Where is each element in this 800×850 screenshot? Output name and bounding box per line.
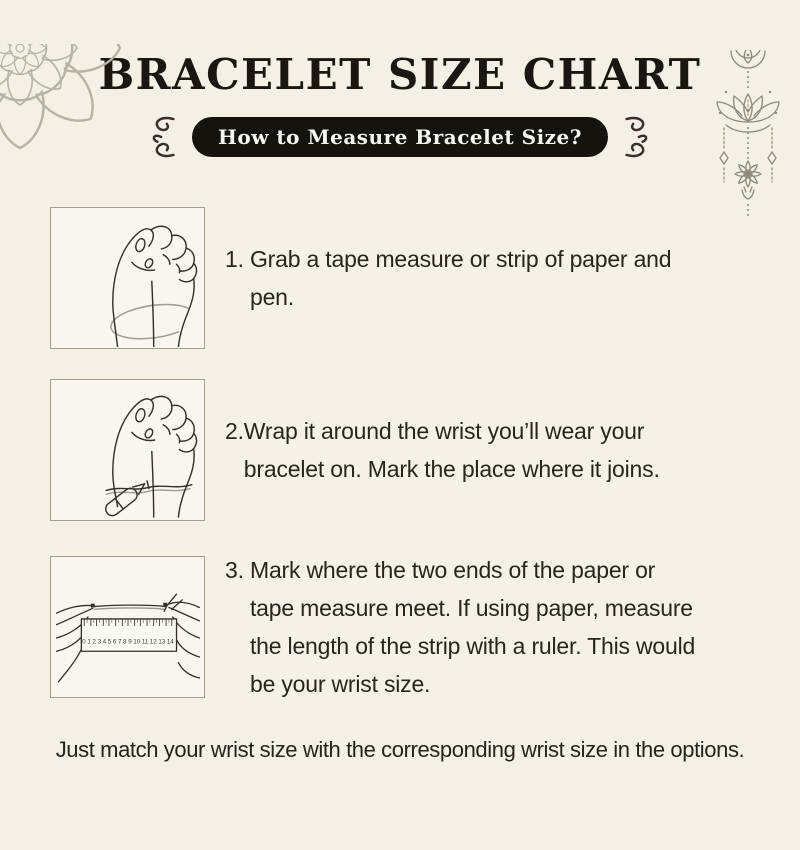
step2-line1: Wrap it around the wrist you’ll wear your xyxy=(243,418,645,444)
footer-note: Just match your wrist size with the corresponding wrist size in the options. xyxy=(55,737,745,762)
step3-line1: Mark where the two ends of the paper or xyxy=(249,557,656,583)
step3-line4: be your wrist size. xyxy=(249,671,431,697)
step3-illustration-box xyxy=(50,556,205,698)
fist-hand-illustration xyxy=(53,209,203,347)
step1-line2: pen. xyxy=(249,284,294,310)
steps-list xyxy=(50,207,760,703)
fist-hand-pen-illustration xyxy=(53,381,203,519)
step2-lines xyxy=(244,412,660,488)
hands-ruler-illustration xyxy=(53,558,203,696)
step1-text xyxy=(225,240,671,316)
step1-lines xyxy=(250,240,671,316)
step2-illustration-box xyxy=(50,379,205,521)
ruler-numbers: 0 1 2 3 4 5 6 7 8 9 10 11 12 13 14 xyxy=(81,638,174,646)
step3-line2: tape measure meet. If using paper, measure xyxy=(249,595,693,621)
step-row-3 xyxy=(50,551,760,703)
step-row-1 xyxy=(50,207,760,349)
step3-text xyxy=(225,551,695,703)
step1-number: 1. xyxy=(225,246,250,272)
step2-line2: bracelet on. Mark the place where it joins. xyxy=(243,456,660,482)
step1-line1: Grab a tape measure or strip of paper and xyxy=(249,246,672,272)
step3-number: 3. xyxy=(225,557,250,583)
step3-line3: the length of the strip with a ruler. This would xyxy=(249,633,696,659)
step-row-2 xyxy=(50,379,760,521)
how-to-measure-badge: How to Measure Bracelet Size? xyxy=(192,117,608,157)
step1-illustration-box xyxy=(50,207,205,349)
step3-lines xyxy=(250,551,695,703)
flourish-right-icon xyxy=(620,113,654,161)
step2-number: 2. xyxy=(225,418,244,444)
badge-row xyxy=(0,113,800,161)
flourish-left-icon xyxy=(146,113,180,161)
page-title: BRACELET SIZE CHART xyxy=(98,50,702,99)
step2-text xyxy=(225,412,660,488)
